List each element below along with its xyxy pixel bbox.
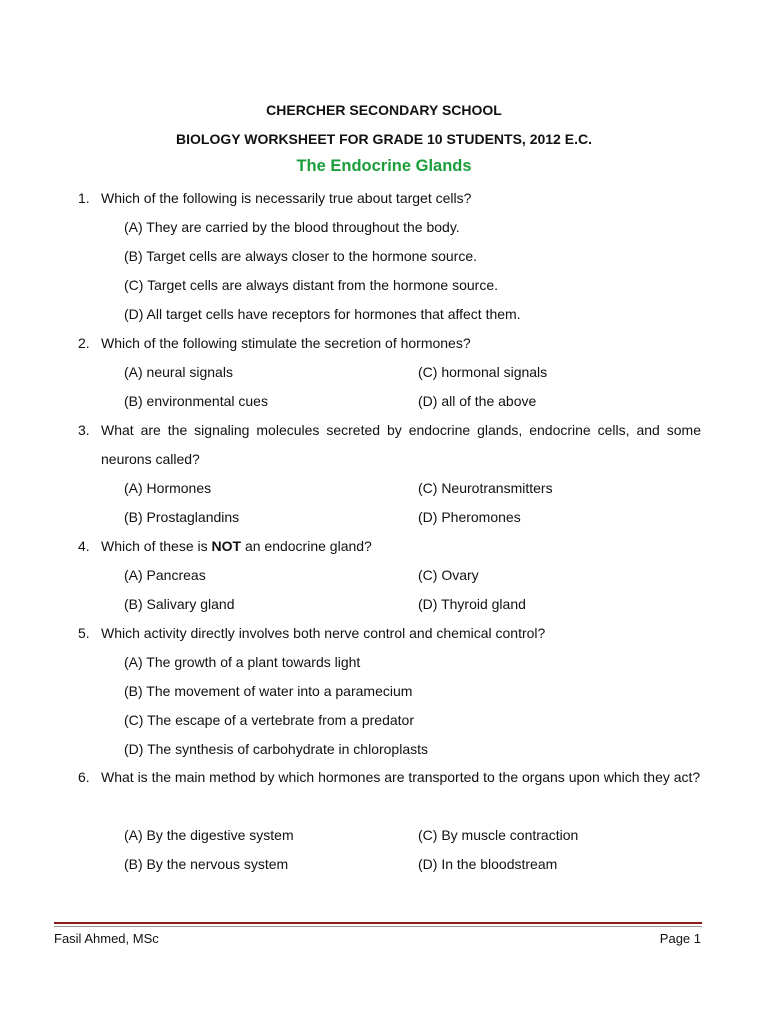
- option-b: (B) environmental cues: [124, 393, 268, 409]
- question-text: Which of the following stimulate the secretion of hormones?: [101, 335, 471, 351]
- topic-title: The Endocrine Glands: [296, 157, 472, 175]
- option-c: (C) The escape of a vertebrate from a predator: [124, 712, 414, 728]
- question-number: 6.: [78, 769, 90, 785]
- question-text: Which activity directly involves both nerve control and chemical control?: [101, 625, 546, 641]
- option-a: (A) They are carried by the blood throughout the body.: [124, 219, 460, 235]
- question-text: Which of the following is necessarily true about target cells?: [101, 190, 472, 206]
- option-a: (A) By the digestive system: [124, 827, 294, 843]
- question-text: [101, 532, 701, 561]
- option-a: (A) Pancreas: [124, 567, 206, 583]
- option-c: (C) By muscle contraction: [418, 827, 579, 843]
- worksheet-title: BIOLOGY WORKSHEET FOR GRADE 10 STUDENTS, 2012 E.C.: [176, 131, 592, 147]
- option-d: (D) All target cells have receptors for hormones that affect them.: [124, 306, 521, 322]
- option-c: (C) Target cells are always distant from the hormone source.: [124, 277, 499, 293]
- option-a: (A) neural signals: [124, 364, 233, 380]
- emphasis-not: NOT: [211, 538, 242, 554]
- option-b: (B) The movement of water into a paramecium: [124, 683, 413, 699]
- question-number: 2.: [78, 335, 90, 351]
- option-b: (B) Target cells are always closer to the hormone source.: [124, 248, 478, 264]
- option-a: (A) Hormones: [124, 480, 212, 496]
- option-b: (B) Salivary gland: [124, 596, 235, 612]
- option-d: (D) Pheromones: [418, 509, 521, 525]
- question-number: 5.: [78, 625, 90, 641]
- option-d: (D) The synthesis of carbohydrate in chloroplasts: [124, 741, 428, 757]
- question-text-end: an endocrine gland?: [241, 538, 372, 554]
- option-c: (C) hormonal signals: [418, 364, 548, 380]
- question-number: 4.: [78, 538, 90, 554]
- question-number: 3.: [78, 422, 90, 438]
- question-text: What is the main method by which hormones are transported to the organs upon which they act?: [101, 769, 701, 785]
- footer-author: Fasil Ahmed, MSc: [54, 931, 159, 946]
- option-b: (B) Prostaglandins: [124, 509, 240, 525]
- option-b: (B) By the nervous system: [124, 856, 289, 872]
- option-a: (A) The growth of a plant towards light: [124, 654, 361, 670]
- page-number: Page 1: [659, 931, 701, 946]
- option-d: (D) Thyroid gland: [418, 596, 526, 612]
- school-name: CHERCHER SECONDARY SCHOOL: [266, 102, 502, 118]
- question-text: What are the signaling molecules secreted by endocrine glands, endocrine cells, and some neurons called?: [101, 422, 701, 467]
- question-text-start: Which of these is: [101, 538, 212, 554]
- option-d: (D) In the bloodstream: [418, 856, 558, 872]
- footer-rule: [54, 922, 702, 924]
- option-c: (C) Ovary: [418, 567, 479, 583]
- option-d: (D) all of the above: [418, 393, 537, 409]
- question-number: 1.: [78, 190, 90, 206]
- footer-rule-thin: [54, 926, 702, 927]
- option-c: (C) Neurotransmitters: [418, 480, 553, 496]
